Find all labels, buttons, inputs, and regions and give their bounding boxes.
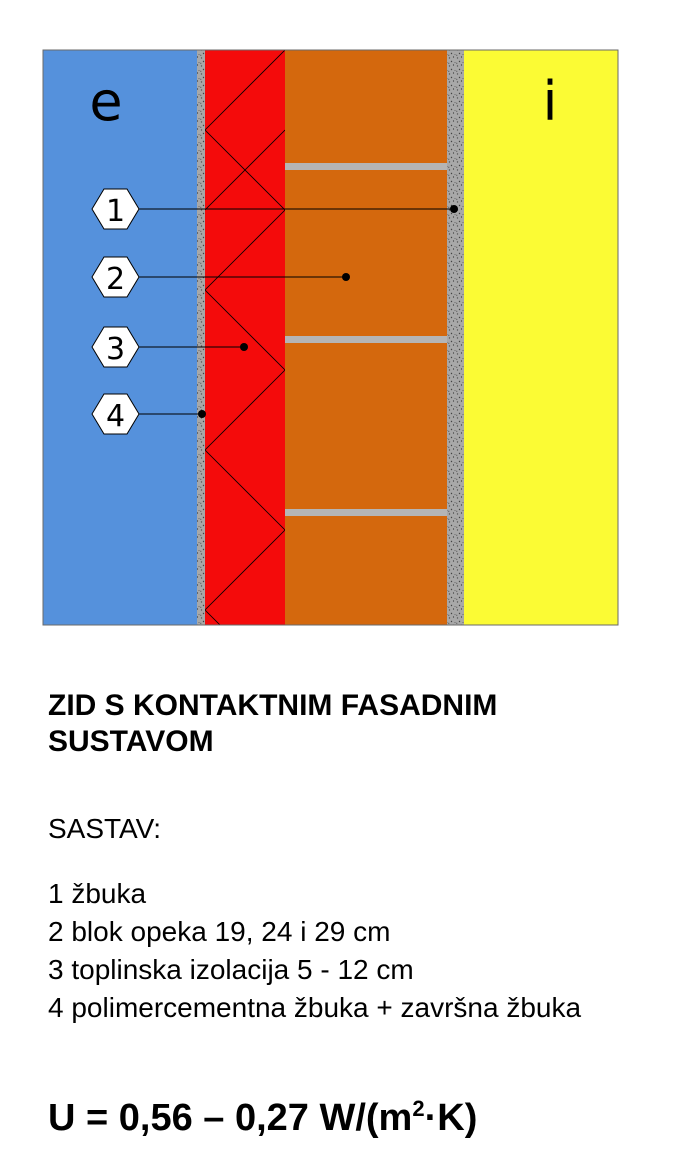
interior-plaster-layer — [447, 50, 464, 625]
u-value-exponent: 2 — [412, 1096, 425, 1121]
mortar-joint — [285, 163, 447, 170]
callout-number-3: 3 — [105, 332, 126, 367]
interior-label: i — [542, 70, 558, 133]
leader-dot-4 — [198, 410, 206, 418]
callout-number-1: 1 — [105, 194, 126, 229]
u-value-suffix: ·K) — [424, 1097, 478, 1139]
title-line-1: ZID S KONTAKTNIM FASADNIM — [48, 689, 498, 722]
leader-dot-1 — [450, 205, 458, 213]
exterior-label: e — [89, 70, 123, 133]
leader-dot-3 — [240, 343, 248, 351]
leader-dot-2 — [342, 273, 350, 281]
mortar-joint — [285, 509, 447, 516]
layer-item-1: 1 žbuka — [48, 878, 147, 909]
layer-item-2: 2 blok opeka 19, 24 i 29 cm — [48, 916, 391, 947]
insulation-layer — [205, 50, 285, 625]
u-value — [48, 1085, 477, 1142]
callout-number-4: 4 — [105, 399, 126, 434]
mortar-joint — [285, 336, 447, 343]
title-line-2: SUSTAVOM — [48, 725, 214, 758]
u-value-prefix: U = 0,56 – 0,27 W/(m — [48, 1097, 413, 1139]
layer-item-4: 4 polimercementna žbuka + završna žbuka — [48, 992, 582, 1023]
layer-list — [48, 875, 581, 1027]
layer-item-3: 3 toplinska izolacija 5 - 12 cm — [48, 954, 414, 985]
exterior-render-layer — [197, 50, 205, 625]
interior-zone — [464, 50, 618, 625]
section-title — [48, 688, 668, 760]
callout-number-2: 2 — [105, 262, 126, 297]
composition-heading: SASTAV: — [48, 813, 162, 844]
